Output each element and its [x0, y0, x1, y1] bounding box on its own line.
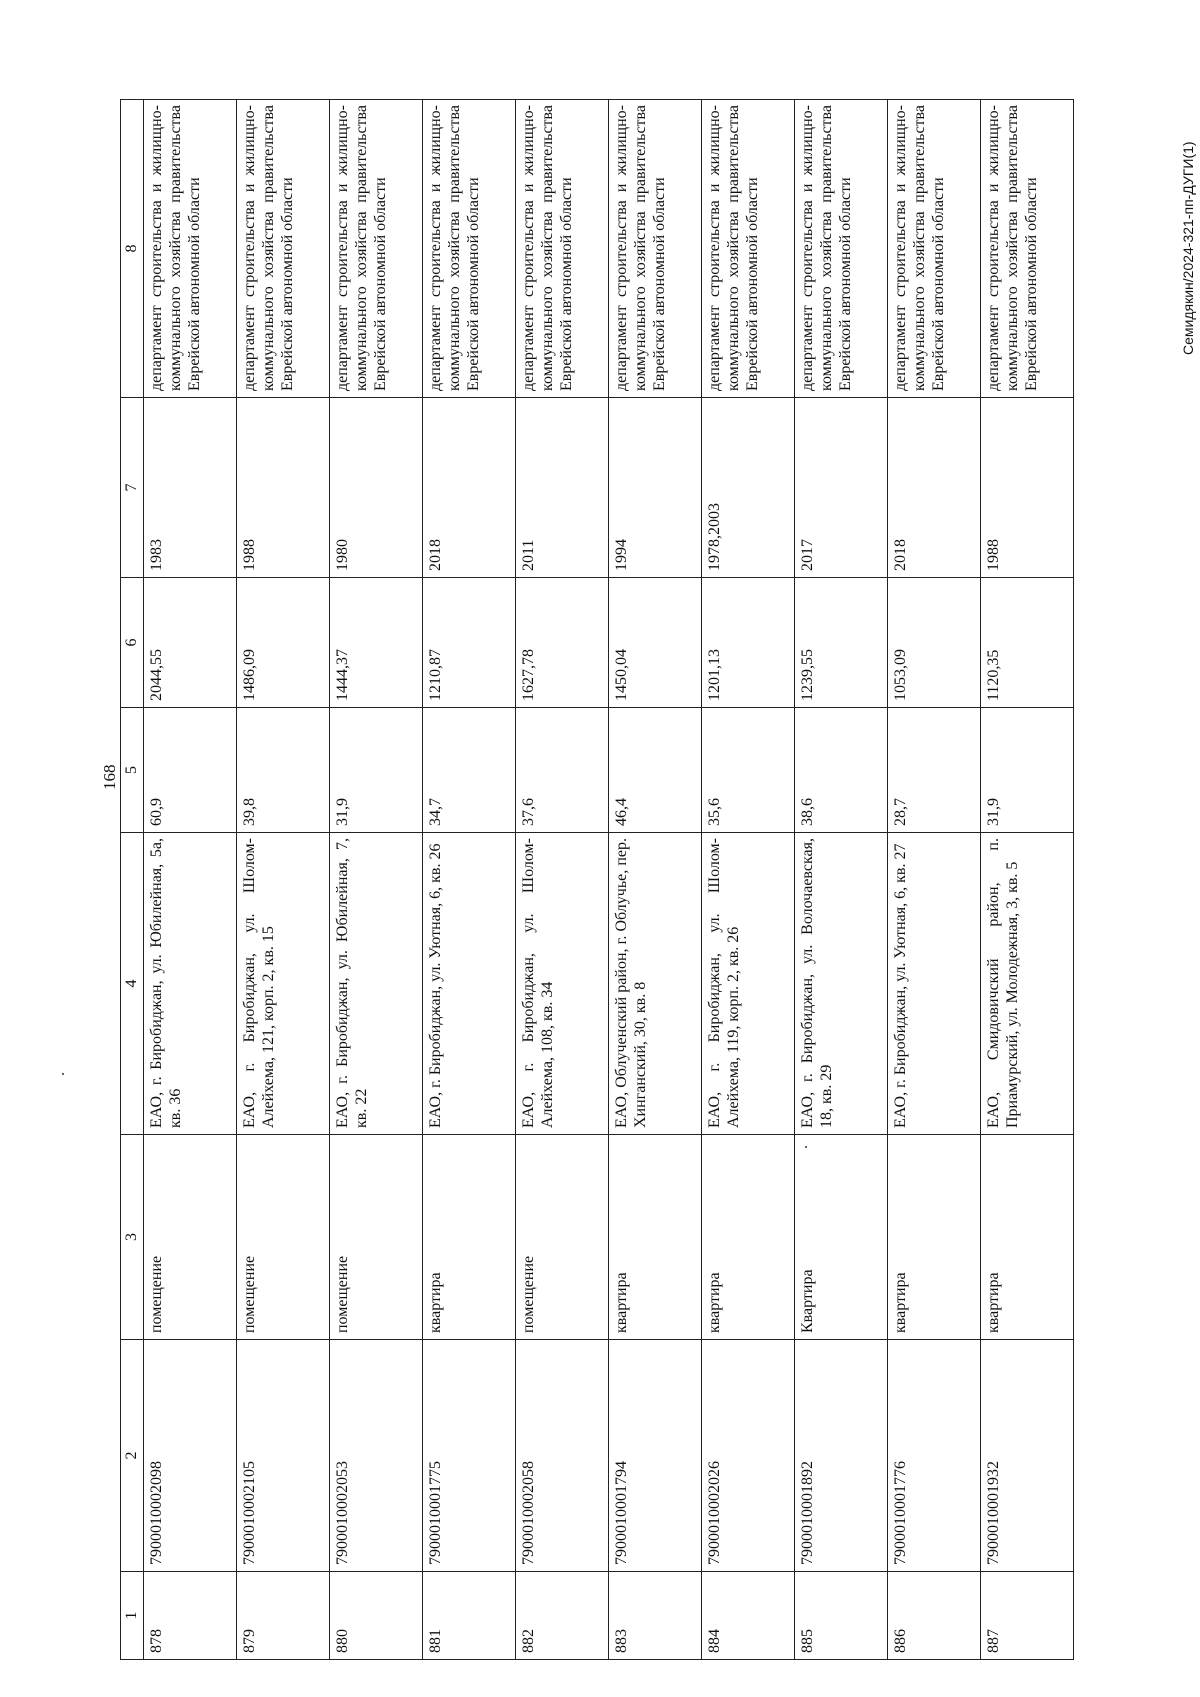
value-cell: 1120,35 [981, 578, 1074, 708]
rotated-page [100, 90, 1090, 1660]
cadastral-number-cell: 7900010002053 [330, 1340, 423, 1572]
table-row [237, 100, 330, 1660]
col-header: 8 [121, 100, 144, 398]
area-cell: 38,6 [795, 708, 888, 833]
address-cell: ЕАО, г. Биробиджан, ул. Уютная, 6, кв. 27 [888, 833, 981, 1135]
row-number-cell: 884 [702, 1572, 795, 1660]
property-table [120, 99, 1074, 1660]
property-type-cell: помещение [237, 1135, 330, 1340]
table-row [516, 100, 609, 1660]
address-cell: ЕАО, г. Биробиджан, ул. Уютная, 6, кв. 26 [423, 833, 516, 1135]
year-cell: 1978,2003 [702, 398, 795, 578]
holder-cell: департамент строительства и жилищно-коммунального хозяйства правительства Еврейской автономной области [237, 100, 330, 398]
cadastral-number-cell: 7900010002058 [516, 1340, 609, 1572]
year-cell: 1988 [981, 398, 1074, 578]
table-row [795, 100, 888, 1660]
table-row [888, 100, 981, 1660]
year-cell: 2017 [795, 398, 888, 578]
row-number-cell: 879 [237, 1572, 330, 1660]
property-type-cell: квартира [702, 1135, 795, 1340]
row-number-cell: 880 [330, 1572, 423, 1660]
property-type-cell: квартира [981, 1135, 1074, 1340]
address-cell: ЕАО, г. Биробиджан, ул. Шолом-Алейхема, 121, корп. 2, кв. 15 [237, 833, 330, 1135]
table-row [609, 100, 702, 1660]
row-number-cell: 883 [609, 1572, 702, 1660]
value-cell: 1444,37 [330, 578, 423, 708]
row-number-cell: 882 [516, 1572, 609, 1660]
property-type-cell: помещение [144, 1135, 237, 1340]
address-cell: ЕАО, г. Биробиджан, ул. Шолом-Алейхема, 119, корп. 2, кв. 26 [702, 833, 795, 1135]
property-type-cell: Квартира [795, 1135, 888, 1340]
address-cell: ЕАО, г. Биробиджан, ул. Юбилейная, 5а, кв. 36 [144, 833, 237, 1135]
cadastral-number-cell: 790001000209​8 [144, 1340, 237, 1572]
row-number-cell: 881 [423, 1572, 516, 1660]
holder-cell: департамент строительства и жилищно-коммунального хозяйства правительства Еврейской автономной области [423, 100, 516, 398]
property-type-cell: помещение [516, 1135, 609, 1340]
scan-speck [62, 1073, 64, 1075]
property-type-cell: квартира [423, 1135, 516, 1340]
holder-cell: департамент строительства и жилищно-коммунального хозяйства правительства Еврейской автономной области [702, 100, 795, 398]
col-header: 1 [121, 1572, 144, 1660]
year-cell: 1983 [144, 398, 237, 578]
property-type-cell: помещение [330, 1135, 423, 1340]
year-cell: 2018 [423, 398, 516, 578]
year-cell: 2018 [888, 398, 981, 578]
area-cell: 39,8 [237, 708, 330, 833]
property-type-cell: квартира [888, 1135, 981, 1340]
cadastral-number-cell: 7900010001932 [981, 1340, 1074, 1572]
year-cell: 1994 [609, 398, 702, 578]
area-cell: 35,6 [702, 708, 795, 833]
row-number-cell: 885 [795, 1572, 888, 1660]
table-row [423, 100, 516, 1660]
holder-cell: департамент строительства и жилищно-коммунального хозяйства правительства Еврейской автономной области [144, 100, 237, 398]
value-cell: 1201,13 [702, 578, 795, 708]
address-cell: ЕАО, г. Биробиджан, ул. Волочаевская, 18, кв. 29 [795, 833, 888, 1135]
page-number: 168 [100, 764, 119, 790]
table-row [981, 100, 1074, 1660]
address-cell: ЕАО, Облученский район, г. Облучье, пер. Хинганский, 30, кв. 8 [609, 833, 702, 1135]
table-row [330, 100, 423, 1660]
footer-code: Семидякин/2024-321-пп-ДУГИ(1) [1180, 141, 1196, 355]
holder-cell: департамент строительства и жилищно-коммунального хозяйства правительства Еврейской автономной области [609, 100, 702, 398]
col-header: 6 [121, 578, 144, 708]
area-cell: 46,4 [609, 708, 702, 833]
value-cell: 1210,87 [423, 578, 516, 708]
value-cell: 2044,55 [144, 578, 237, 708]
row-number-cell: 887 [981, 1572, 1074, 1660]
cadastral-number-cell: 7900010001794 [609, 1340, 702, 1572]
col-header: 3 [121, 1135, 144, 1340]
table-header-row [121, 100, 144, 1660]
holder-cell: департамент строительства и жилищно-коммунального хозяйства правительства Еврейской автономной области [888, 100, 981, 398]
row-number-cell: 886 [888, 1572, 981, 1660]
scan-speck [805, 1146, 807, 1148]
cadastral-number-cell: 7900010001775 [423, 1340, 516, 1572]
table-row [702, 100, 795, 1660]
col-header: 7 [121, 398, 144, 578]
cadastral-number-cell: 7900010002026 [702, 1340, 795, 1572]
row-number-cell: 878 [144, 1572, 237, 1660]
address-cell: ЕАО, г. Биробиджан, ул. Шолом-Алейхема, 108, кв. 34 [516, 833, 609, 1135]
cadastral-number-cell: 7900010001776 [888, 1340, 981, 1572]
col-header: 5 [121, 708, 144, 833]
cadastral-number-cell: 7900010001892 [795, 1340, 888, 1572]
property-type-cell: квартира [609, 1135, 702, 1340]
holder-cell: департамент строительства и жилищно-коммунального хозяйства правительства Еврейской автономной области [795, 100, 888, 398]
cadastral-number-cell: 7900010002105 [237, 1340, 330, 1572]
value-cell: 1239,55 [795, 578, 888, 708]
value-cell: 1627,78 [516, 578, 609, 708]
footer [1180, 125, 1200, 625]
holder-cell: департамент строительства и жилищно-коммунального хозяйства правительства Еврейской автономной области [330, 100, 423, 398]
table-row [144, 100, 237, 1660]
value-cell: 1486,09 [237, 578, 330, 708]
col-header: 2 [121, 1340, 144, 1572]
area-cell: 28,7 [888, 708, 981, 833]
area-cell: 60,9 [144, 708, 237, 833]
area-cell: 34,7 [423, 708, 516, 833]
value-cell: 1450,04 [609, 578, 702, 708]
year-cell: 2011 [516, 398, 609, 578]
area-cell: 31,9 [981, 708, 1074, 833]
holder-cell: департамент строительства и жилищно-коммунального хозяйства правительства Еврейской автономной области [981, 100, 1074, 398]
area-cell: 37,6 [516, 708, 609, 833]
year-cell: 1988 [237, 398, 330, 578]
address-cell: ЕАО, Смидовичский район, п. Приамурский, ул. Молодежная, 3, кв. 5 [981, 833, 1074, 1135]
value-cell: 1053,09 [888, 578, 981, 708]
area-cell: 31,9 [330, 708, 423, 833]
year-cell: 1980 [330, 398, 423, 578]
address-cell: ЕАО, г. Биробиджан, ул. Юбилейная, 7, кв. 22 [330, 833, 423, 1135]
col-header: 4 [121, 833, 144, 1135]
holder-cell: департамент строительства и жилищно-коммунального хозяйства правительства Еврейской автономной области [516, 100, 609, 398]
